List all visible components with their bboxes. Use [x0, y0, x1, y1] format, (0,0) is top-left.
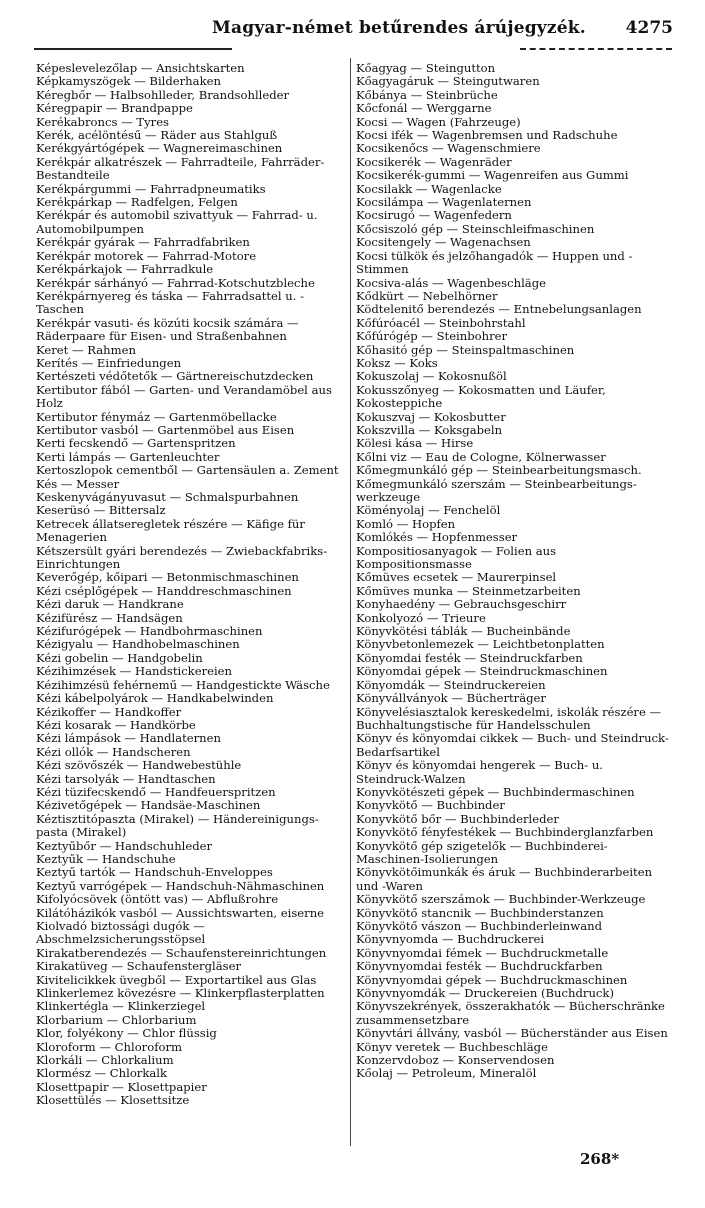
directory-entry: Kiolvadó biztossági dugók — Abschmelzsicherungsstöpsel: [36, 919, 206, 947]
directory-entry: Kerékpár és automobil szivattyuk — Fahrrad- u. Automobilpumpen: [36, 208, 318, 236]
directory-entry: Kerékpárgummi — Fahrradpneumatiks: [36, 181, 266, 196]
directory-entry: Kerékpár motorek — Fahrrad-Motore: [36, 248, 257, 263]
directory-entry: Keztyű tartók — Handschuh-Enveloppes: [36, 865, 273, 880]
directory-entry: Kocsiva-alás — Wagenbeschläge: [356, 275, 546, 290]
directory-entry: Könyvnyomdai festék — Buchdruckfarben: [356, 959, 603, 974]
directory-entry: Kézi ollók — Handscheren: [36, 744, 191, 759]
directory-entry: Keskenyvágányuvasut — Schmalspurbahnen: [36, 490, 299, 504]
directory-entry: Kőhasitó gép — Steinspaltmaschinen: [356, 342, 575, 357]
directory-entry: Kőfúrógép — Steinbohrer: [356, 329, 508, 344]
directory-entry: Könyvkötő szerszámok — Buchbinder-Werkzeuge: [356, 892, 646, 907]
directory-entry: Komlókés — Hopfenmesser: [356, 530, 518, 545]
directory-entry: Kerítés — Einfriedungen: [36, 355, 182, 370]
directory-entry: Kerékabroncs — Tyres: [36, 114, 170, 129]
directory-entry: Kivitelicikkek üvegből — Exportartikel aus Glas: [36, 972, 317, 987]
header-rule-right: [520, 48, 672, 50]
directory-entry: Kézigyalu — Handhobelmaschinen: [36, 637, 240, 652]
directory-entry: Könyomdák — Steindruckereien: [356, 677, 546, 692]
directory-entry: Kőbánya — Steinbrüche: [356, 87, 498, 102]
directory-entry: Klosettpapir — Klosettpapier: [36, 1079, 207, 1094]
directory-entry: Kőagyagáruk — Steingutwaren: [356, 74, 540, 89]
directory-entry: Könyvnyomdai gépek — Buchdruckmaschinen: [356, 972, 628, 987]
directory-entry: Keztyű varrógépek — Handschuh-Nähmaschinen: [36, 878, 325, 893]
directory-entry: Kocsikenőcs — Wagenschmiere: [356, 141, 541, 156]
directory-entry: Kőcfonál — Werggarne: [356, 101, 492, 116]
directory-entry: Kokuszolaj — Kokosnußöl: [356, 369, 507, 384]
directory-entry: Kertibutor fénymáz — Gartenmöbellacke: [36, 409, 277, 424]
directory-entry: Klorkáli — Chlorkalium: [36, 1053, 174, 1068]
directory-entry: Kölesi kása — Hirse: [356, 436, 474, 451]
right-column: [356, 62, 674, 1081]
directory-entry: Konkolyozó — Trieure: [356, 610, 486, 625]
directory-entry: Könyvnyomdák — Druckereien (Buchdruck): [356, 986, 614, 1001]
directory-entry: Kifolyócsövek (öntött vas) — Abflußrohre: [36, 892, 279, 907]
directory-entry: Kirakatberendezés — Schaufenstereinrichtungen: [36, 945, 327, 960]
directory-entry: Könyvkötő stancnik — Buchbinderstanzen: [356, 905, 604, 920]
directory-entry: Kerékpár gyárak — Fahrradfabriken: [36, 235, 250, 250]
directory-entry: Kocsikerék — Wagenräder: [356, 154, 512, 169]
directory-entry: Kocsilámpa — Wagenlaternen: [356, 195, 532, 210]
directory-entry: Kézi daruk — Handkrane: [36, 597, 184, 612]
directory-entry: Kőmegmunkáló gép — Steinbearbeitungsmasch.: [356, 463, 642, 478]
directory-entry: Könyvtári állvány, vasból — Bücherständer aus Eisen: [356, 1026, 668, 1041]
directory-entry: Kerékpár alkatrészek — Fahrradteile, Fahrräder-Bestandteile: [36, 154, 325, 183]
directory-entry: Kézihimzések — Handstickereien: [36, 664, 233, 679]
directory-entry: Kézi cséplőgépek — Handdreschmaschinen: [36, 583, 292, 598]
directory-entry: Kertoszlopok cementből — Gartensäulen a. Zement: [36, 463, 339, 478]
directory-entry: Kompositiosanyagok — Folien aus Kompositionsmasse: [356, 543, 557, 572]
directory-entry: Kézi kábelpolyárok — Handkabelwinden: [36, 691, 274, 706]
directory-entry: Keserüsó — Bittersalz: [36, 503, 166, 518]
directory-entry: Kocsitengely — Wagenachsen: [356, 235, 531, 250]
directory-entry: Kőmüves ecsetek — Maurerpinsel: [356, 570, 557, 585]
column-divider: [350, 58, 351, 1146]
directory-entry: Keret — Rahmen: [36, 342, 136, 357]
directory-entry: Kocsilakk — Wagenlacke: [356, 181, 502, 196]
directory-entry: Könyvnyomda — Buchdruckerei: [356, 932, 545, 947]
directory-entry: Kocsikerék-gummi — Wagenreifen aus Gummi: [356, 168, 629, 183]
directory-entry: Koksz — Koks: [356, 355, 438, 370]
directory-entry: Könyv veretek — Buchbeschläge: [356, 1039, 548, 1054]
directory-entry: Könyomdai gépek — Steindruckmaschinen: [356, 664, 608, 679]
directory-entry: Konzervdoboz — Konservendosen: [356, 1053, 555, 1068]
directory-entry: Kilátóházikók vasból — Aussichtswarten, eiserne: [36, 905, 325, 920]
directory-entry: Könyvbetonlemezek — Leichtbetonplatten: [356, 637, 605, 652]
directory-entry: Kézifurógépek — Handbohrmaschinen: [36, 624, 263, 639]
directory-entry: Klosettülés — Klosettsitze: [36, 1093, 190, 1108]
directory-entry: Komló — Hopfen: [356, 516, 456, 531]
directory-entry: Ködtelenitő berendezés — Entnebelungsanlagen: [356, 302, 642, 317]
directory-entry: Konyhaedény — Gebrauchsgeschirr: [356, 597, 567, 612]
directory-entry: Kocsi — Wagen (Fahrzeuge): [356, 114, 521, 129]
directory-entry: Köményolaj — Fenchelöl: [356, 503, 501, 518]
directory-entry: Képeslevelezőlap — Ansichtskarten: [36, 61, 245, 75]
directory-entry: Kéregpapir — Brandpappe: [36, 101, 193, 116]
directory-entry: Kéregbőr — Halbsohlleder, Brandsohlleder: [36, 87, 290, 102]
directory-entry: Kerékgyártógépek — Wagnereimaschinen: [36, 141, 283, 156]
directory-entry: Könyvkötési táblák — Bucheinbände: [356, 624, 571, 639]
directory-entry: Kődkürt — Nebelhörner: [356, 288, 498, 303]
directory-entry: Kertibutor vasból — Gartenmöbel aus Eisen: [36, 422, 295, 437]
directory-entry: Konyvkötő fényfestékek — Buchbinderglanzfarben: [356, 825, 654, 840]
directory-entry: Kéztisztitópaszta (Mirakel) — Händereinigungs-pasta (Mirakel): [36, 811, 319, 840]
directory-entry: Kerékpár vasuti- és közúti kocsik számára — Räderpaare für Eisen- und Straßenbahnen: [36, 315, 299, 344]
directory-entry: Könyvállványok — Bücherträger: [356, 691, 546, 706]
directory-entry: Kerékpárnyereg és táska — Fahrradsattel u. -Taschen: [36, 288, 305, 317]
directory-entry: Kerti lámpás — Gartenleuchter: [36, 449, 220, 464]
directory-entry: Kőcsiszoló gép — Steinschleifmaschinen: [356, 221, 595, 236]
directory-entry: Kőlni viz — Eau de Cologne, Kölnerwasser: [356, 449, 606, 464]
directory-entry: Kerékpárkap — Radfelgen, Felgen: [36, 195, 238, 210]
left-column: [36, 62, 342, 1108]
directory-entry: Könyvkötő vászon — Buchbinderleinwand: [356, 919, 602, 933]
directory-entry: Kokusszőnyeg — Kokosmatten und Läufer, Kokosteppiche: [356, 382, 606, 411]
directory-entry: Kétszersült gyári berendezés — Zwiebackfabriks-Einrichtungen: [36, 543, 328, 572]
directory-entry: Könyvkötőimunkák és áruk — Buchbinderarbeiten und -Waren: [356, 865, 653, 893]
directory-entry: Kocsi ifék — Wagenbremsen und Radschuhe: [356, 128, 618, 143]
directory-entry: Könyv és könyomdai hengerek — Buch- u. Steindruck-Walzen: [356, 758, 603, 786]
directory-entry: Kőmüves munka — Steinmetzarbeiten: [356, 583, 581, 598]
directory-entry: Könyvszekrények, összerakhatók — Bücherschränke zusammensetzbare: [356, 999, 665, 1027]
directory-entry: Klor, folyékony — Chlor flüssig: [36, 1026, 217, 1041]
directory-entry: Kőfúróacél — Steinbohrstahl: [356, 315, 526, 330]
directory-entry: Kloroform — Chloroform: [36, 1039, 182, 1054]
directory-entry: Képkamyszögek — Bilderhaken: [36, 74, 221, 89]
directory-entry: Kézi tüzifecskendő — Handfeuerspritzen: [36, 784, 276, 799]
directory-entry: Kézikoffer — Handkoffer: [36, 704, 182, 719]
directory-entry: Kézihimzésü fehérnemű — Handgestickte Wäsche: [36, 677, 330, 692]
directory-entry: Kerékpár sárhányó — Fahrrad-Kotschutzbleche: [36, 275, 315, 290]
directory-entry: Klormész — Chlorkalk: [36, 1066, 168, 1081]
page-title: Magyar-német betűrendes árújegyzék.: [212, 18, 586, 38]
directory-entry: Könyomdai festék — Steindruckfarben: [356, 650, 583, 665]
directory-entry: Kerékpárkajok — Fahrradkule: [36, 262, 214, 277]
directory-entry: Klinkertégla — Klinkerziegel: [36, 999, 206, 1014]
directory-entry: Konyvkötő bőr — Buchbinderleder: [356, 811, 559, 826]
directory-entry: Klorbarium — Chlorbarium: [36, 1012, 197, 1027]
directory-entry: Keverőgép, kőipari — Betonmischmaschinen: [36, 570, 299, 585]
directory-entry: Kézi kosarak — Handkörbe: [36, 717, 196, 732]
directory-entry: Kokuszvaj — Kokosbutter: [356, 409, 506, 424]
directory-entry: Kőmegmunkáló szerszám — Steinbearbeitungs-werkzeuge: [356, 476, 637, 504]
directory-entry: Kőagyag — Steingutton: [356, 61, 496, 75]
directory-entry: Keztyűbőr — Handschuhleder: [36, 838, 213, 853]
directory-entry: Ketrecek állatseregletek részére — Käfige für Menagerien: [36, 516, 305, 545]
directory-entry: Kézi lámpások — Handlaternen: [36, 731, 221, 746]
directory-entry: Kézifürész — Handsägen: [36, 610, 183, 625]
directory-entry: Kézi szövőszék — Handwebestühle: [36, 758, 242, 773]
directory-entry: Kertibutor fából — Garten- und Verandamöbel aus Holz: [36, 382, 332, 411]
header-rule-left: [34, 48, 232, 50]
directory-entry: Konyvkötő gép szigetelők — Buchbinderei-Maschinen-Isolierungen: [356, 838, 608, 866]
page-number: 4275: [625, 18, 673, 38]
directory-entry: Könyvnyomdai fémek — Buchdruckmetalle: [356, 945, 609, 960]
directory-entry: Kés — Messer: [36, 476, 120, 491]
directory-entry: Kőolaj — Petroleum, Mineralöl: [356, 1066, 537, 1081]
directory-entry: Kerti fecskendő — Gartenspritzen: [36, 436, 236, 451]
directory-entry: Kirakatüveg — Schaufenstergläser: [36, 959, 241, 974]
sheet-mark: 268*: [580, 1150, 620, 1168]
directory-entry: Klinkerlemez kövezésre — Klinkerpflasterplatten: [36, 986, 325, 1001]
directory-entry: Könyvelésiasztalok kereskedelmi, iskolák részére — Buchhaltungstische für Handelsschulen: [356, 704, 662, 732]
directory-entry: Kertészeti védőtetők — Gärtnereischutzdecken: [36, 369, 314, 384]
directory-entry: Kézivetőgépek — Handsäe-Maschinen: [36, 798, 261, 813]
directory-entry: Kokszvilla — Koksgabeln: [356, 422, 503, 437]
directory-entry: Kézi tarsolyák — Handtaschen: [36, 771, 216, 786]
directory-entry: Kocsirugó — Wagenfedern: [356, 208, 512, 223]
directory-entry: Könyv és könyomdai cikkek — Buch- und Steindruck-Bedarfsartikel: [356, 731, 669, 759]
directory-entry: Konyvkötészeti gépek — Buchbindermaschinen: [356, 784, 635, 799]
directory-entry: Keztyűk — Handschuhe: [36, 851, 176, 866]
directory-entry: Kézi gobelin — Handgobelin: [36, 650, 203, 665]
directory-entry: Kerék, acélöntésű — Räder aus Stahlguß: [36, 128, 278, 143]
directory-entry: Konyvkötő — Buchbinder: [356, 798, 505, 813]
directory-entry: Kocsi tülkök és jelzőhangadók — Huppen und -Stimmen: [356, 248, 633, 277]
page-header: [0, 18, 705, 42]
